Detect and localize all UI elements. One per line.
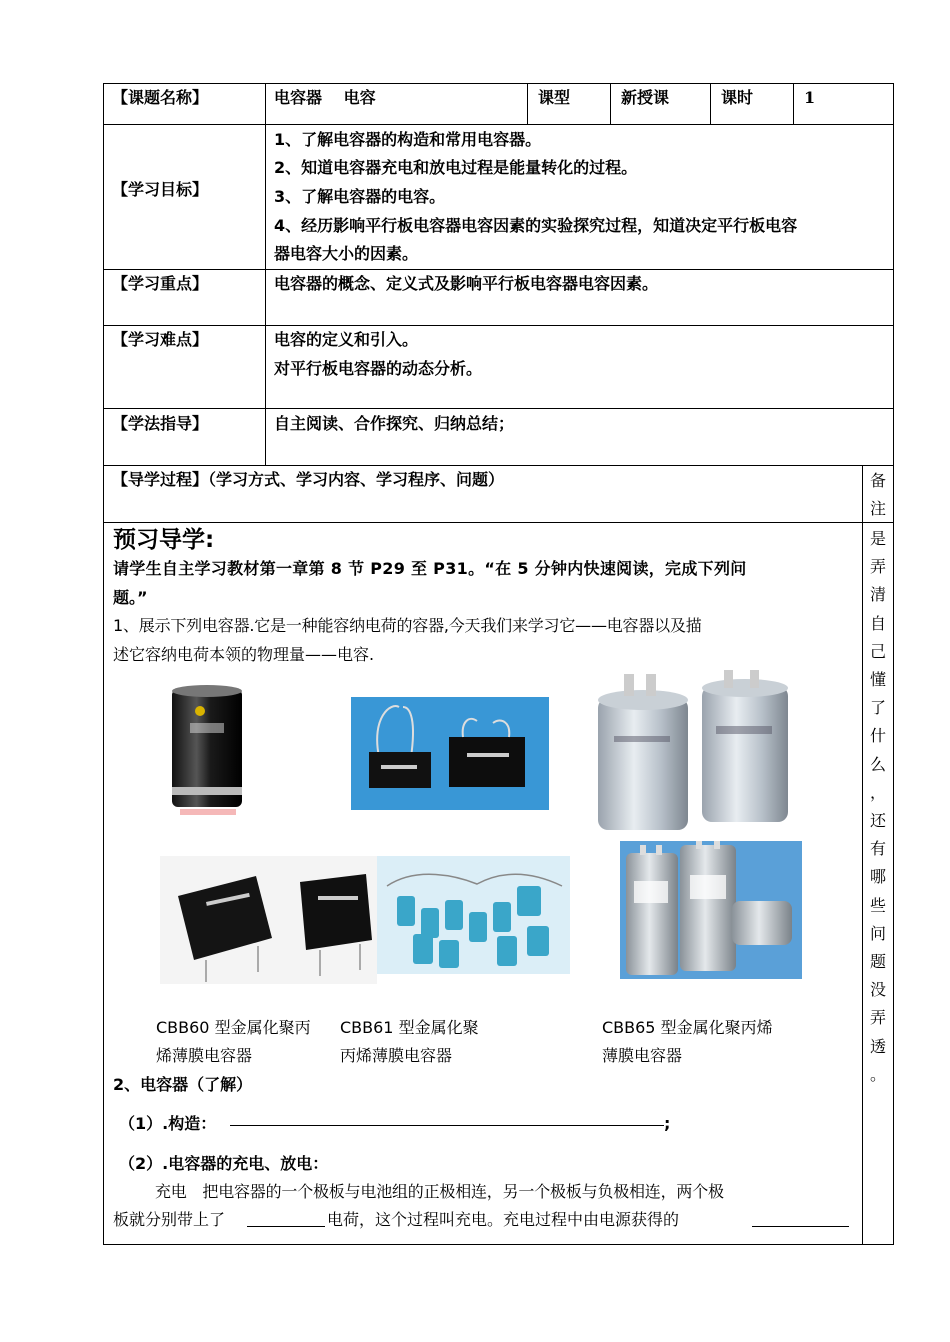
goal-line: 3、了解电容器的电容。: [274, 187, 446, 206]
preview-heading: 预习导学:: [113, 527, 215, 553]
col-divider: [610, 83, 611, 124]
notes-body-char: 问: [869, 923, 886, 943]
topic-value: 电容器 电容: [274, 88, 376, 107]
charge-line: 充电 把电容器的一个极板与电池组的正极相连，另一个极板与负极相连，两个极: [155, 1182, 724, 1201]
difficulty-line: 对平行板电容器的动态分析。: [274, 359, 483, 378]
row-divider: [103, 408, 894, 409]
notes-body-char: 。: [869, 1064, 886, 1084]
table-border-bottom: [103, 1244, 894, 1245]
goals-label: 【学习目标】: [112, 180, 209, 199]
caption-cbb65: 薄膜电容器: [602, 1046, 683, 1065]
goal-line: 4、经历影响平行板电容器电容因素的实验探究过程，知道决定平行板电容: [274, 216, 798, 235]
process-heading: [112, 466, 504, 494]
caption-cbb60: CBB60 型金属化聚丙: [156, 1018, 311, 1037]
notes-body-char: 些: [869, 895, 886, 915]
col-divider: [710, 83, 711, 124]
notes-body-char: 题: [869, 952, 886, 971]
type-value: 新授课: [621, 88, 670, 107]
topic-label: 【课题名称】: [112, 88, 209, 107]
caption-cbb65: CBB65 型金属化聚丙烯: [602, 1018, 773, 1037]
table-border-top: [103, 83, 894, 84]
notes-body-char: 弄: [869, 557, 886, 577]
notes-body-char: 透: [869, 1036, 886, 1056]
table-border-left: [103, 83, 104, 1245]
capacitor-photo-cbb61: [377, 856, 570, 974]
instruction-line: 请学生自主学习教材第一章第 8 节 P29 至 P31。“在 5 分钟内快速阅读，完成下列问: [113, 559, 747, 578]
type-label: 课型: [538, 88, 571, 107]
capacitor-photo-cbb65: [620, 841, 802, 979]
charge-blank-1: [247, 1226, 325, 1227]
notes-body-char: 没: [869, 980, 886, 1000]
item1-line: 1、展示下列电容器.它是一种能容纳电荷的容器,今天我们来学习它——电容器以及描: [113, 616, 702, 635]
capacitor-photo-black-electrolytic: [160, 683, 252, 823]
capacitor-photo-box-pair: [351, 697, 549, 810]
notes-body-char: 懂: [869, 670, 886, 689]
hours-label: 课时: [721, 88, 754, 107]
caption-cbb60: 烯薄膜电容器: [156, 1046, 253, 1065]
table-border-right: [893, 83, 894, 1245]
method-text: 自主阅读、合作探究、归纳总结；: [274, 414, 515, 433]
item2-heading: 2、电容器（了解）: [113, 1075, 253, 1094]
notes-body-char: 是: [869, 529, 886, 548]
notes-body-char: ，: [869, 782, 886, 802]
notes-body-char: 哪: [869, 867, 886, 887]
notes-body-char: 有: [869, 839, 886, 859]
notes-body-char: 了: [869, 698, 886, 718]
process-label: 【导学过程】: [112, 470, 209, 489]
row-divider: [103, 325, 894, 326]
notes-body-char: 还: [869, 811, 886, 830]
caption-cbb61: CBB61 型金属化聚: [340, 1018, 479, 1037]
goal-line: 2、知道电容器充电和放电过程是能量转化的过程。: [274, 158, 638, 177]
notes-body-char: 清: [869, 585, 886, 605]
difficulties-label: 【学习难点】: [112, 330, 209, 349]
hours-value: 1: [804, 88, 816, 107]
notes-header-char: 注: [869, 499, 886, 518]
goal-line: 1、了解电容器的构造和常用电容器。: [274, 130, 542, 149]
notes-body-char: 己: [869, 641, 886, 661]
charge-discharge-heading: （2）.电容器的充电、放电：: [119, 1154, 329, 1173]
capacitor-photo-cbb60: [160, 856, 377, 984]
notes-body-char: 弄: [869, 1008, 886, 1028]
construction-tail: ;: [664, 1114, 671, 1133]
row-divider: [103, 522, 894, 523]
row-divider: [103, 124, 894, 125]
charge-line-2a: 板就分别带上了: [113, 1210, 226, 1229]
caption-cbb61: 丙烯薄膜电容器: [340, 1046, 453, 1065]
instruction-line: 题。”: [113, 588, 148, 607]
notes-header-char: 备: [869, 471, 886, 490]
item1-line: 述它容纳电荷本领的物理量——电容.: [113, 645, 375, 664]
charge-blank-2: [752, 1226, 849, 1227]
construction-label: （1）.构造：: [119, 1114, 217, 1133]
notes-body-char: 什: [869, 726, 886, 746]
col-divider: [527, 83, 528, 124]
key-points-text: 电容器的概念、定义式及影响平行板电容器电容因素。: [274, 274, 659, 293]
process-subtitle: （学习方式、学习内容、学习程序、问题）: [208, 470, 505, 489]
key-points-label: 【学习重点】: [112, 274, 209, 293]
col-divider: [265, 83, 266, 465]
difficulty-line: 电容的定义和引入。: [274, 330, 419, 349]
notes-body-char: 么: [869, 754, 886, 774]
col-divider: [793, 83, 794, 124]
charge-line-2b: 电荷，这个过程叫充电。充电过程中由电源获得的: [327, 1210, 680, 1229]
capacitor-photo-silver-cylinders: [584, 666, 794, 834]
method-label: 【学法指导】: [112, 414, 209, 433]
construction-blank: [230, 1125, 664, 1126]
notes-body-char: 自: [869, 613, 886, 633]
goal-line: 器电容大小的因素。: [274, 244, 419, 263]
